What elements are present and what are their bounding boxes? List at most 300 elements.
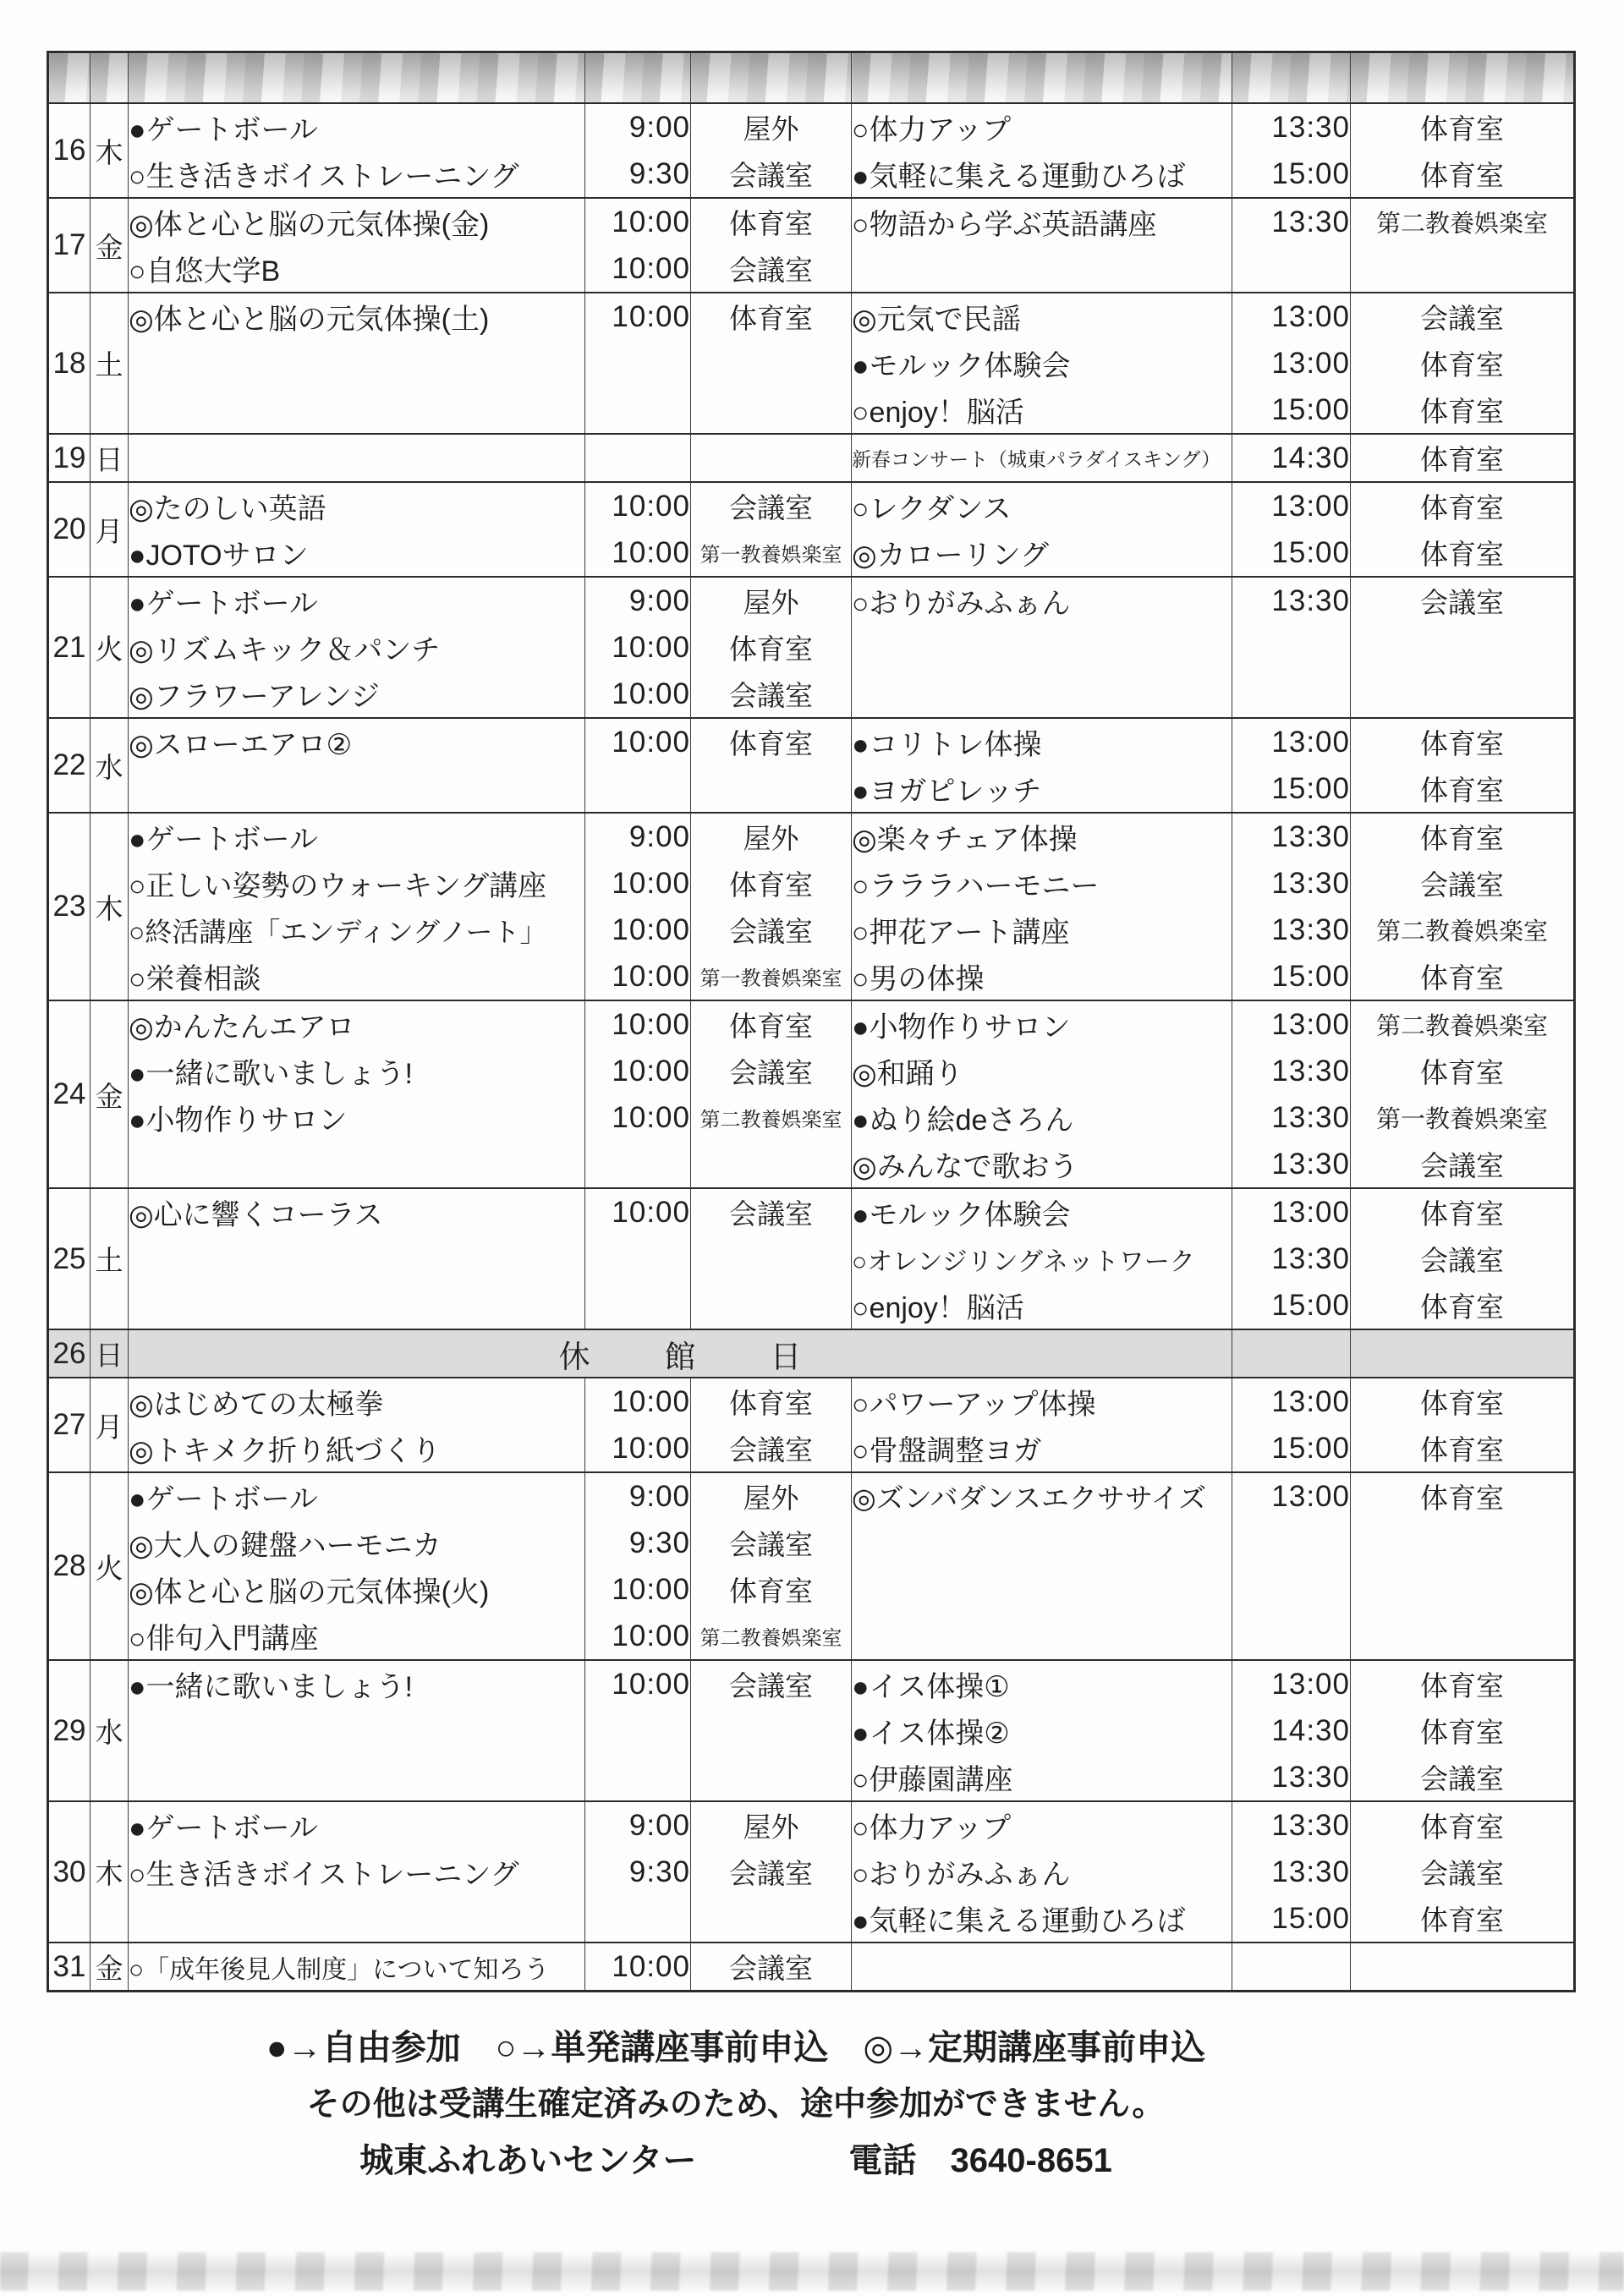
afternoon-room-cell: 第二教養娯楽室 bbox=[1351, 198, 1575, 245]
header-morning-room-cell bbox=[691, 52, 852, 104]
afternoon-room-cell bbox=[1351, 1943, 1575, 1992]
afternoon-event-cell: ○レクダンス bbox=[852, 482, 1232, 529]
afternoon-event-cell: ●モルック体験会 bbox=[852, 1188, 1232, 1236]
afternoon-time-cell bbox=[1232, 624, 1351, 671]
morning-room-cell: 会議室 bbox=[691, 1520, 852, 1566]
morning-time-cell: 10:00 bbox=[585, 1048, 691, 1094]
morning-event-cell bbox=[129, 1707, 585, 1754]
morning-time-cell: 10:00 bbox=[585, 1566, 691, 1613]
morning-event-cell bbox=[129, 1236, 585, 1282]
date-cell: 25 bbox=[48, 1188, 91, 1329]
afternoon-event-cell: ●イス体操① bbox=[852, 1660, 1232, 1707]
morning-time-cell: 10:00 bbox=[585, 860, 691, 907]
morning-event-cell bbox=[129, 765, 585, 813]
contact-line bbox=[47, 2134, 1425, 2182]
afternoon-room-cell: 第二教養娯楽室 bbox=[1351, 907, 1575, 953]
morning-room-cell: 会議室 bbox=[691, 1660, 852, 1707]
afternoon-time-cell: 13:30 bbox=[1232, 813, 1351, 860]
date-cell: 22 bbox=[48, 718, 91, 813]
date-cell: 24 bbox=[48, 1000, 91, 1188]
day-cell: 金 bbox=[91, 198, 129, 293]
morning-time-cell: 9:30 bbox=[585, 1849, 691, 1895]
schedule-line bbox=[48, 1472, 1575, 1520]
afternoon-time-cell: 15:00 bbox=[1232, 529, 1351, 577]
day-cell: 月 bbox=[91, 482, 129, 577]
morning-room-cell: 第一教養娯楽室 bbox=[691, 953, 852, 1000]
morning-time-cell: 10:00 bbox=[585, 953, 691, 1000]
morning-event-cell bbox=[129, 386, 585, 434]
morning-time-cell bbox=[585, 1895, 691, 1943]
schedule-line bbox=[48, 1425, 1575, 1472]
morning-room-cell: 会議室 bbox=[691, 245, 852, 293]
afternoon-time-cell bbox=[1232, 245, 1351, 293]
afternoon-room-cell: 体育室 bbox=[1351, 1801, 1575, 1849]
morning-time-cell: 9:00 bbox=[585, 1801, 691, 1849]
date-cell: 17 bbox=[48, 198, 91, 293]
afternoon-time-cell: 13:30 bbox=[1232, 907, 1351, 953]
morning-event-cell: ●ゲートボール bbox=[129, 1801, 585, 1849]
morning-event-cell: ●小物作りサロン bbox=[129, 1094, 585, 1141]
afternoon-event-cell: ●小物作りサロン bbox=[852, 1000, 1232, 1048]
morning-time-cell: 10:00 bbox=[585, 1943, 691, 1992]
schedule-line bbox=[48, 1895, 1575, 1943]
afternoon-event-cell: ◎カローリング bbox=[852, 529, 1232, 577]
afternoon-time-cell: 13:30 bbox=[1232, 1801, 1351, 1849]
afternoon-time-cell bbox=[1232, 1613, 1351, 1660]
morning-event-cell: ○栄養相談 bbox=[129, 953, 585, 1000]
schedule-line bbox=[48, 434, 1575, 482]
afternoon-event-cell: ○パワーアップ体操 bbox=[852, 1378, 1232, 1425]
afternoon-time-cell: 13:00 bbox=[1232, 482, 1351, 529]
morning-event-cell bbox=[129, 340, 585, 386]
morning-room-cell: 体育室 bbox=[691, 1566, 852, 1613]
schedule-line bbox=[48, 293, 1575, 340]
morning-event-cell: ◎体と心と脳の元気体操(土) bbox=[129, 293, 585, 340]
morning-room-cell: 会議室 bbox=[691, 907, 852, 953]
schedule-line bbox=[48, 718, 1575, 765]
afternoon-room-cell: 体育室 bbox=[1351, 1895, 1575, 1943]
afternoon-event-cell bbox=[852, 245, 1232, 293]
schedule-line bbox=[48, 1849, 1575, 1895]
morning-room-cell bbox=[691, 1754, 852, 1801]
afternoon-event-cell: ○おりがみふぁん bbox=[852, 577, 1232, 624]
morning-room-cell: 会議室 bbox=[691, 482, 852, 529]
afternoon-event-cell: ●イス体操② bbox=[852, 1707, 1232, 1754]
afternoon-event-cell: ○伊藤園講座 bbox=[852, 1754, 1232, 1801]
morning-event-cell: ●JOTOサロン bbox=[129, 529, 585, 577]
afternoon-event-cell: ○オレンジリングネットワーク bbox=[852, 1236, 1232, 1282]
afternoon-event-cell: ●気軽に集える運動ひろば bbox=[852, 151, 1232, 198]
morning-room-cell: 体育室 bbox=[691, 293, 852, 340]
afternoon-room-cell: 体育室 bbox=[1351, 1660, 1575, 1707]
morning-time-cell: 10:00 bbox=[585, 1613, 691, 1660]
morning-event-cell bbox=[129, 434, 585, 482]
closed-cell bbox=[129, 1329, 1232, 1378]
afternoon-room-cell: 体育室 bbox=[1351, 340, 1575, 386]
morning-event-cell: ○生き活きボイストレーニング bbox=[129, 1849, 585, 1895]
afternoon-room-cell: 体育室 bbox=[1351, 1472, 1575, 1520]
schedule-line bbox=[48, 765, 1575, 813]
afternoon-event-cell: ●コリトレ体操 bbox=[852, 718, 1232, 765]
afternoon-room-cell: 体育室 bbox=[1351, 529, 1575, 577]
morning-room-cell bbox=[691, 1141, 852, 1188]
day-cell: 木 bbox=[91, 813, 129, 1000]
schedule-line bbox=[48, 1048, 1575, 1094]
afternoon-time-cell: 13:30 bbox=[1232, 1094, 1351, 1141]
date-cell: 27 bbox=[48, 1378, 91, 1472]
afternoon-time-cell: 13:30 bbox=[1232, 1048, 1351, 1094]
afternoon-event-cell: ●ぬり絵deさろん bbox=[852, 1094, 1232, 1141]
afternoon-time-cell: 13:00 bbox=[1232, 718, 1351, 765]
morning-time-cell bbox=[585, 765, 691, 813]
afternoon-room-cell: 体育室 bbox=[1351, 1048, 1575, 1094]
scan-smudge-band bbox=[0, 2252, 1624, 2291]
afternoon-room-cell: 会議室 bbox=[1351, 293, 1575, 340]
schedule-line bbox=[48, 529, 1575, 577]
schedule-line bbox=[48, 860, 1575, 907]
morning-event-cell: ●一緒に歌いましょう! bbox=[129, 1048, 585, 1094]
morning-event-cell: ○俳句入門講座 bbox=[129, 1613, 585, 1660]
afternoon-time-cell: 13:30 bbox=[1232, 198, 1351, 245]
schedule-line bbox=[48, 1943, 1575, 1992]
closed-empty-cell bbox=[1351, 1329, 1575, 1378]
afternoon-event-cell: ○enjoy！脳活 bbox=[852, 386, 1232, 434]
morning-room-cell bbox=[691, 1236, 852, 1282]
schedule-line bbox=[48, 813, 1575, 860]
afternoon-event-cell: ○体力アップ bbox=[852, 103, 1232, 151]
schedule-line bbox=[48, 151, 1575, 198]
schedule-line bbox=[48, 1566, 1575, 1613]
morning-room-cell: 会議室 bbox=[691, 1849, 852, 1895]
schedule-line bbox=[48, 953, 1575, 1000]
date-cell: 21 bbox=[48, 577, 91, 718]
morning-time-cell: 10:00 bbox=[585, 482, 691, 529]
afternoon-time-cell: 15:00 bbox=[1232, 953, 1351, 1000]
schedule-line bbox=[48, 1754, 1575, 1801]
morning-event-cell: ◎トキメク折り紙づくり bbox=[129, 1425, 585, 1472]
day-cell: 日 bbox=[91, 1329, 129, 1378]
morning-time-cell bbox=[585, 1707, 691, 1754]
afternoon-time-cell: 13:00 bbox=[1232, 1660, 1351, 1707]
schedule-line bbox=[48, 1660, 1575, 1707]
schedule-line bbox=[48, 577, 1575, 624]
afternoon-room-cell: 体育室 bbox=[1351, 1188, 1575, 1236]
note-line: その他は受講生確定済みのため、途中参加ができません。 bbox=[306, 2086, 1166, 2123]
date-cell: 30 bbox=[48, 1801, 91, 1943]
afternoon-event-cell bbox=[852, 1566, 1232, 1613]
afternoon-event-cell: ○男の体操 bbox=[852, 953, 1232, 1000]
morning-time-cell: 10:00 bbox=[585, 1660, 691, 1707]
afternoon-event-cell: ●気軽に集える運動ひろば bbox=[852, 1895, 1232, 1943]
afternoon-time-cell: 15:00 bbox=[1232, 151, 1351, 198]
afternoon-event-cell: ○体力アップ bbox=[852, 1801, 1232, 1849]
morning-event-cell: ◎体と心と脳の元気体操(金) bbox=[129, 198, 585, 245]
afternoon-event-cell bbox=[852, 1943, 1232, 1992]
morning-room-cell: 体育室 bbox=[691, 1000, 852, 1048]
afternoon-room-cell: 体育室 bbox=[1351, 1378, 1575, 1425]
afternoon-event-cell: ◎楽々チェア体操 bbox=[852, 813, 1232, 860]
legend-line: ●→自由参加 ○→単発講座事前申込 ◎→定期講座事前申込 bbox=[266, 2028, 1206, 2067]
morning-time-cell: 10:00 bbox=[585, 198, 691, 245]
phone-number: 電話 3640-8651 bbox=[848, 2142, 1112, 2179]
morning-event-cell: ○自悠大学B bbox=[129, 245, 585, 293]
morning-room-cell: 第二教養娯楽室 bbox=[691, 1094, 852, 1141]
afternoon-room-cell: 体育室 bbox=[1351, 1425, 1575, 1472]
date-cell: 26 bbox=[48, 1329, 91, 1378]
date-cell: 19 bbox=[48, 434, 91, 482]
afternoon-time-cell: 13:30 bbox=[1232, 1236, 1351, 1282]
schedule-table bbox=[47, 51, 1576, 1992]
morning-event-cell: ●ゲートボール bbox=[129, 813, 585, 860]
afternoon-time-cell: 13:30 bbox=[1232, 1141, 1351, 1188]
schedule-line bbox=[48, 1236, 1575, 1282]
afternoon-event-cell: 新春コンサート（城東パラダイスキング） bbox=[852, 434, 1232, 482]
afternoon-room-cell: 体育室 bbox=[1351, 386, 1575, 434]
day-cell: 水 bbox=[91, 1660, 129, 1801]
date-cell: 18 bbox=[48, 293, 91, 434]
morning-time-cell: 9:30 bbox=[585, 1520, 691, 1566]
afternoon-room-cell: 体育室 bbox=[1351, 953, 1575, 1000]
morning-event-cell: ◎体と心と脳の元気体操(火) bbox=[129, 1566, 585, 1613]
morning-time-cell: 10:00 bbox=[585, 1094, 691, 1141]
afternoon-room-cell: 体育室 bbox=[1351, 151, 1575, 198]
morning-event-cell: ○生き活きボイストレーニング bbox=[129, 151, 585, 198]
morning-time-cell: 10:00 bbox=[585, 907, 691, 953]
morning-time-cell bbox=[585, 340, 691, 386]
afternoon-room-cell: 体育室 bbox=[1351, 434, 1575, 482]
afternoon-event-cell: ●モルック体験会 bbox=[852, 340, 1232, 386]
date-cell: 16 bbox=[48, 103, 91, 198]
morning-event-cell: ◎かんたんエアロ bbox=[129, 1000, 585, 1048]
morning-time-cell: 10:00 bbox=[585, 529, 691, 577]
morning-room-cell: 体育室 bbox=[691, 624, 852, 671]
morning-event-cell: ●ゲートボール bbox=[129, 577, 585, 624]
schedule-line bbox=[48, 1282, 1575, 1329]
afternoon-time-cell: 13:00 bbox=[1232, 1000, 1351, 1048]
morning-time-cell: 10:00 bbox=[585, 1378, 691, 1425]
morning-room-cell: 会議室 bbox=[691, 1425, 852, 1472]
day-cell: 木 bbox=[91, 103, 129, 198]
morning-event-cell bbox=[129, 1141, 585, 1188]
morning-room-cell bbox=[691, 1895, 852, 1943]
afternoon-event-cell bbox=[852, 671, 1232, 718]
header-date-cell bbox=[48, 52, 91, 104]
afternoon-event-cell bbox=[852, 1613, 1232, 1660]
afternoon-room-cell: 会議室 bbox=[1351, 1849, 1575, 1895]
morning-time-cell: 10:00 bbox=[585, 624, 691, 671]
morning-event-cell: ●ゲートボール bbox=[129, 103, 585, 151]
morning-room-cell: 体育室 bbox=[691, 718, 852, 765]
day-cell: 金 bbox=[91, 1000, 129, 1188]
afternoon-time-cell: 15:00 bbox=[1232, 765, 1351, 813]
afternoon-event-cell: ○enjoy！脳活 bbox=[852, 1282, 1232, 1329]
morning-event-cell: ●ゲートボール bbox=[129, 1472, 585, 1520]
afternoon-event-cell: ◎元気で民謡 bbox=[852, 293, 1232, 340]
morning-event-cell: ◎スローエアロ② bbox=[129, 718, 585, 765]
morning-room-cell bbox=[691, 1282, 852, 1329]
morning-time-cell bbox=[585, 1141, 691, 1188]
afternoon-room-cell: 会議室 bbox=[1351, 860, 1575, 907]
closed-empty-cell bbox=[1232, 1329, 1351, 1378]
morning-room-cell: 第二教養娯楽室 bbox=[691, 1613, 852, 1660]
afternoon-event-cell: ◎ズンバダンスエクササイズ bbox=[852, 1472, 1232, 1520]
schedule-line bbox=[48, 1801, 1575, 1849]
morning-time-cell: 9:00 bbox=[585, 103, 691, 151]
afternoon-event-cell: ○押花アート講座 bbox=[852, 907, 1232, 953]
morning-time-cell: 9:00 bbox=[585, 1472, 691, 1520]
day-cell: 木 bbox=[91, 1801, 129, 1943]
afternoon-time-cell: 15:00 bbox=[1232, 1282, 1351, 1329]
morning-event-cell bbox=[129, 1754, 585, 1801]
morning-time-cell: 10:00 bbox=[585, 671, 691, 718]
afternoon-time-cell bbox=[1232, 1943, 1351, 1992]
morning-event-cell: ○終活講座「エンディングノート」 bbox=[129, 907, 585, 953]
morning-room-cell bbox=[691, 1707, 852, 1754]
morning-event-cell: ◎大人の鍵盤ハーモニカ bbox=[129, 1520, 585, 1566]
closed-day-row bbox=[48, 1329, 1575, 1378]
schedule-line bbox=[48, 198, 1575, 245]
afternoon-time-cell bbox=[1232, 1566, 1351, 1613]
morning-event-cell bbox=[129, 1895, 585, 1943]
morning-room-cell: 屋外 bbox=[691, 103, 852, 151]
date-cell: 28 bbox=[48, 1472, 91, 1660]
schedule-line bbox=[48, 907, 1575, 953]
afternoon-time-cell: 13:30 bbox=[1232, 1754, 1351, 1801]
morning-event-cell: ◎リズムキック＆パンチ bbox=[129, 624, 585, 671]
morning-room-cell bbox=[691, 340, 852, 386]
schedule-line bbox=[48, 386, 1575, 434]
afternoon-time-cell bbox=[1232, 671, 1351, 718]
header-morning-time-cell bbox=[585, 52, 691, 104]
schedule-line bbox=[48, 482, 1575, 529]
morning-room-cell: 会議室 bbox=[691, 671, 852, 718]
schedule-line bbox=[48, 103, 1575, 151]
schedule-line bbox=[48, 1707, 1575, 1754]
day-cell: 火 bbox=[91, 1472, 129, 1660]
closed-label-text: 休館日 bbox=[558, 1339, 876, 1374]
afternoon-time-cell: 14:30 bbox=[1232, 434, 1351, 482]
schedule-line bbox=[48, 671, 1575, 718]
afternoon-room-cell: 体育室 bbox=[1351, 482, 1575, 529]
afternoon-event-cell: ●ヨガピレッチ bbox=[852, 765, 1232, 813]
schedule-line bbox=[48, 340, 1575, 386]
afternoon-event-cell: ○ラララハーモニー bbox=[852, 860, 1232, 907]
table-header-row bbox=[48, 52, 1575, 104]
morning-event-cell: ○正しい姿勢のウォーキング講座 bbox=[129, 860, 585, 907]
morning-room-cell: 体育室 bbox=[691, 198, 852, 245]
morning-time-cell bbox=[585, 1282, 691, 1329]
morning-room-cell: 屋外 bbox=[691, 813, 852, 860]
afternoon-room-cell bbox=[1351, 671, 1575, 718]
morning-event-cell: ○「成年後見人制度」について知ろう bbox=[129, 1943, 585, 1992]
schedule-line bbox=[48, 1141, 1575, 1188]
morning-time-cell: 10:00 bbox=[585, 293, 691, 340]
schedule-line bbox=[48, 624, 1575, 671]
afternoon-event-cell: ○おりがみふぁん bbox=[852, 1849, 1232, 1895]
schedule-line bbox=[48, 1520, 1575, 1566]
schedule-line bbox=[48, 1613, 1575, 1660]
afternoon-time-cell: 13:00 bbox=[1232, 1188, 1351, 1236]
afternoon-time-cell: 13:00 bbox=[1232, 293, 1351, 340]
afternoon-event-cell: ◎みんなで歌おう bbox=[852, 1141, 1232, 1188]
morning-event-cell bbox=[129, 1282, 585, 1329]
afternoon-time-cell: 15:00 bbox=[1232, 1895, 1351, 1943]
morning-time-cell: 10:00 bbox=[585, 1425, 691, 1472]
date-cell: 23 bbox=[48, 813, 91, 1000]
morning-room-cell bbox=[691, 386, 852, 434]
afternoon-room-cell bbox=[1351, 1566, 1575, 1613]
afternoon-event-cell bbox=[852, 1520, 1232, 1566]
morning-time-cell: 9:00 bbox=[585, 577, 691, 624]
afternoon-room-cell: 体育室 bbox=[1351, 765, 1575, 813]
date-cell: 31 bbox=[48, 1943, 91, 1992]
morning-time-cell bbox=[585, 1236, 691, 1282]
header-afternoon-time-cell bbox=[1232, 52, 1351, 104]
morning-time-cell: 9:00 bbox=[585, 813, 691, 860]
afternoon-room-cell: 体育室 bbox=[1351, 103, 1575, 151]
afternoon-room-cell: 会議室 bbox=[1351, 1754, 1575, 1801]
afternoon-event-cell: ○骨盤調整ヨガ bbox=[852, 1425, 1232, 1472]
morning-time-cell: 10:00 bbox=[585, 1000, 691, 1048]
morning-event-cell: ◎フラワーアレンジ bbox=[129, 671, 585, 718]
morning-room-cell: 屋外 bbox=[691, 1472, 852, 1520]
morning-event-cell: ●一緒に歌いましょう! bbox=[129, 1660, 585, 1707]
day-cell: 土 bbox=[91, 1188, 129, 1329]
day-cell: 金 bbox=[91, 1943, 129, 1992]
schedule-line bbox=[48, 1000, 1575, 1048]
afternoon-event-cell: ◎和踊り bbox=[852, 1048, 1232, 1094]
afternoon-time-cell: 13:30 bbox=[1232, 860, 1351, 907]
morning-room-cell: 会議室 bbox=[691, 1188, 852, 1236]
morning-room-cell: 体育室 bbox=[691, 860, 852, 907]
day-cell: 水 bbox=[91, 718, 129, 813]
afternoon-room-cell bbox=[1351, 1613, 1575, 1660]
afternoon-time-cell bbox=[1232, 1520, 1351, 1566]
morning-time-cell: 10:00 bbox=[585, 1188, 691, 1236]
footer bbox=[47, 2019, 1425, 2182]
afternoon-room-cell bbox=[1351, 624, 1575, 671]
afternoon-time-cell: 15:00 bbox=[1232, 1425, 1351, 1472]
afternoon-room-cell bbox=[1351, 1520, 1575, 1566]
day-cell: 火 bbox=[91, 577, 129, 718]
schedule-line bbox=[48, 1094, 1575, 1141]
schedule-line bbox=[48, 245, 1575, 293]
afternoon-event-cell bbox=[852, 624, 1232, 671]
morning-event-cell: ◎たのしい英語 bbox=[129, 482, 585, 529]
afternoon-room-cell: 第一教養娯楽室 bbox=[1351, 1094, 1575, 1141]
day-cell: 土 bbox=[91, 293, 129, 434]
afternoon-room-cell: 体育室 bbox=[1351, 1282, 1575, 1329]
afternoon-time-cell: 14:30 bbox=[1232, 1707, 1351, 1754]
afternoon-time-cell: 13:30 bbox=[1232, 1849, 1351, 1895]
morning-room-cell: 第一教養娯楽室 bbox=[691, 529, 852, 577]
afternoon-room-cell: 体育室 bbox=[1351, 718, 1575, 765]
morning-time-cell: 9:30 bbox=[585, 151, 691, 198]
morning-time-cell: 10:00 bbox=[585, 245, 691, 293]
morning-time-cell bbox=[585, 434, 691, 482]
schedule-line bbox=[48, 1378, 1575, 1425]
morning-time-cell bbox=[585, 1754, 691, 1801]
schedule-line bbox=[48, 1188, 1575, 1236]
morning-room-cell: 体育室 bbox=[691, 1378, 852, 1425]
morning-room-cell: 屋外 bbox=[691, 577, 852, 624]
afternoon-room-cell: 第二教養娯楽室 bbox=[1351, 1000, 1575, 1048]
header-afternoon-event-cell bbox=[852, 52, 1232, 104]
header-morning-event-cell bbox=[129, 52, 585, 104]
morning-room-cell: 会議室 bbox=[691, 1943, 852, 1992]
afternoon-room-cell bbox=[1351, 245, 1575, 293]
morning-event-cell: ◎心に響くコーラス bbox=[129, 1188, 585, 1236]
